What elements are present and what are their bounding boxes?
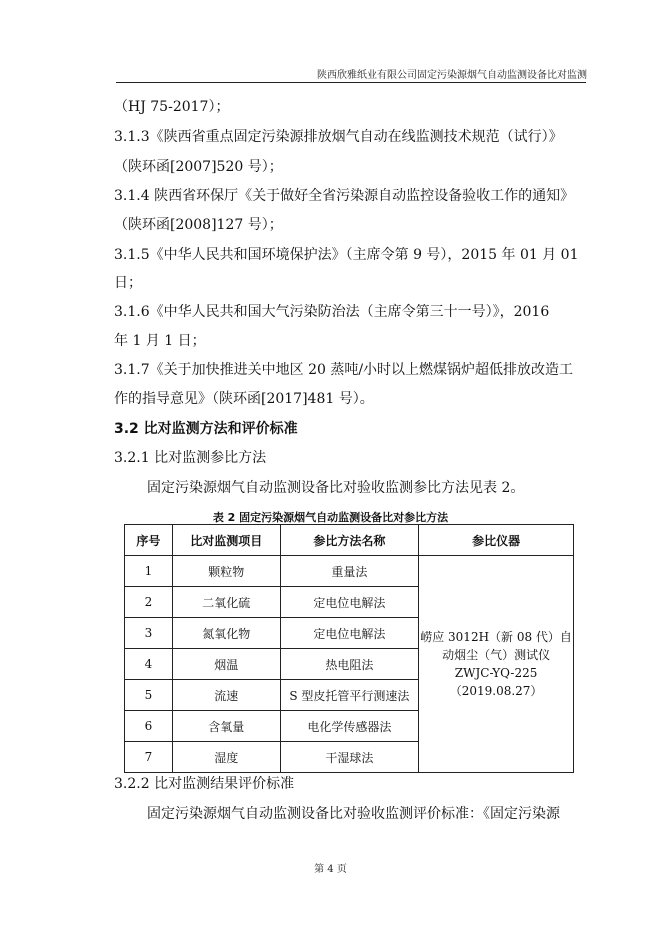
table-row [125,556,574,587]
paragraph-line: 3.1.7《关于加快推进关中地区 20 蒸吨/小时以上燃煤锅炉超低排放改造工 [114,362,574,378]
paragraph-line: 年 1 月 1 日； [114,333,206,349]
cell-item: 流速 [172,680,280,711]
cell-index: 1 [125,556,173,587]
cell-method: 干湿球法 [280,742,419,773]
paragraph-line: 作的指导意见》（陕环函[2017]481 号）。 [114,391,374,407]
intro-paragraph: 固定污染源烟气自动监测设备比对验收监测参比方法见表 2。 [147,480,525,496]
cell-method: 定电位电解法 [280,587,419,618]
cell-index: 7 [125,742,173,773]
cell-item: 氮氧化物 [172,618,280,649]
paragraph-line: 3.1.3《陕西省重点固定污染源排放烟气自动在线监测技术规范（试行）》 [114,129,563,145]
paragraph-line: 3.1.4 陕西省环保厅《关于做好全省污染源自动监控设备验收工作的通知》 [114,188,575,204]
table-caption: 表 2 固定污染源烟气自动监测设备比对参比方法 [212,511,449,524]
paragraph-line: （陕环函[2007]520 号）； [114,159,283,175]
cell-item: 二氧化硫 [172,587,280,618]
cell-item: 湿度 [172,742,280,773]
cell-index: 3 [125,618,173,649]
subsection-heading-3-2-2: 3.2.2 比对监测结果评价标准 [114,776,295,792]
header-cell-item: 比对监测项目 [172,525,280,556]
subsection-heading-3-2-1: 3.2.1 比对监测参比方法 [114,450,267,466]
page-header-title: 陕西欣雅纸业有限公司固定污染源烟气自动监测设备比对监测 [317,70,587,81]
page-number: 第 4 页 [314,864,347,875]
cell-method: 定电位电解法 [280,618,419,649]
evaluation-paragraph: 固定污染源烟气自动监测设备比对验收监测评价标准：《固定污染源 [147,806,560,822]
section-heading-3-2: 3.2 比对监测方法和评价标准 [114,421,298,437]
paragraph-line: 3.1.5《中华人民共和国环境保护法》（主席令第 9 号），2015 年 01 月 01 [114,247,579,263]
cell-item: 颗粒物 [172,556,280,587]
paragraph-line: 3.1.6《中华人民共和国大气污染防治法（主席令第三十一号）》，2016 [114,304,550,320]
cell-method: 电化学传感器法 [280,711,419,742]
table-header-row [125,525,574,556]
header-cell-index: 序号 [125,525,173,556]
instrument-line: 崂应 3012H（新 08 代）自 [420,630,572,644]
cell-method: S 型皮托管平行测速法 [280,680,419,711]
cell-index: 4 [125,649,173,680]
paragraph-line: （HJ 75-2017）； [114,99,230,115]
instrument-line: 动烟尘（气）测试仪 [442,648,551,662]
cell-method: 重量法 [280,556,419,587]
cell-index: 5 [125,680,173,711]
cell-index: 6 [125,711,173,742]
reference-methods-table [124,524,574,773]
cell-item: 含氧量 [172,711,280,742]
header-cell-instrument: 参比仪器 [419,525,574,556]
cell-method: 热电阻法 [280,649,419,680]
instrument-line: ZWJC-YQ-225（2019.08.27） [449,666,543,698]
paragraph-line: 日； [114,275,142,291]
cell-item: 烟温 [172,649,280,680]
header-divider [116,82,586,83]
header-cell-method: 参比方法名称 [280,525,419,556]
cell-index: 2 [125,587,173,618]
paragraph-line: （陕环函[2008]127 号）； [114,217,283,233]
cell-instrument [419,556,574,773]
